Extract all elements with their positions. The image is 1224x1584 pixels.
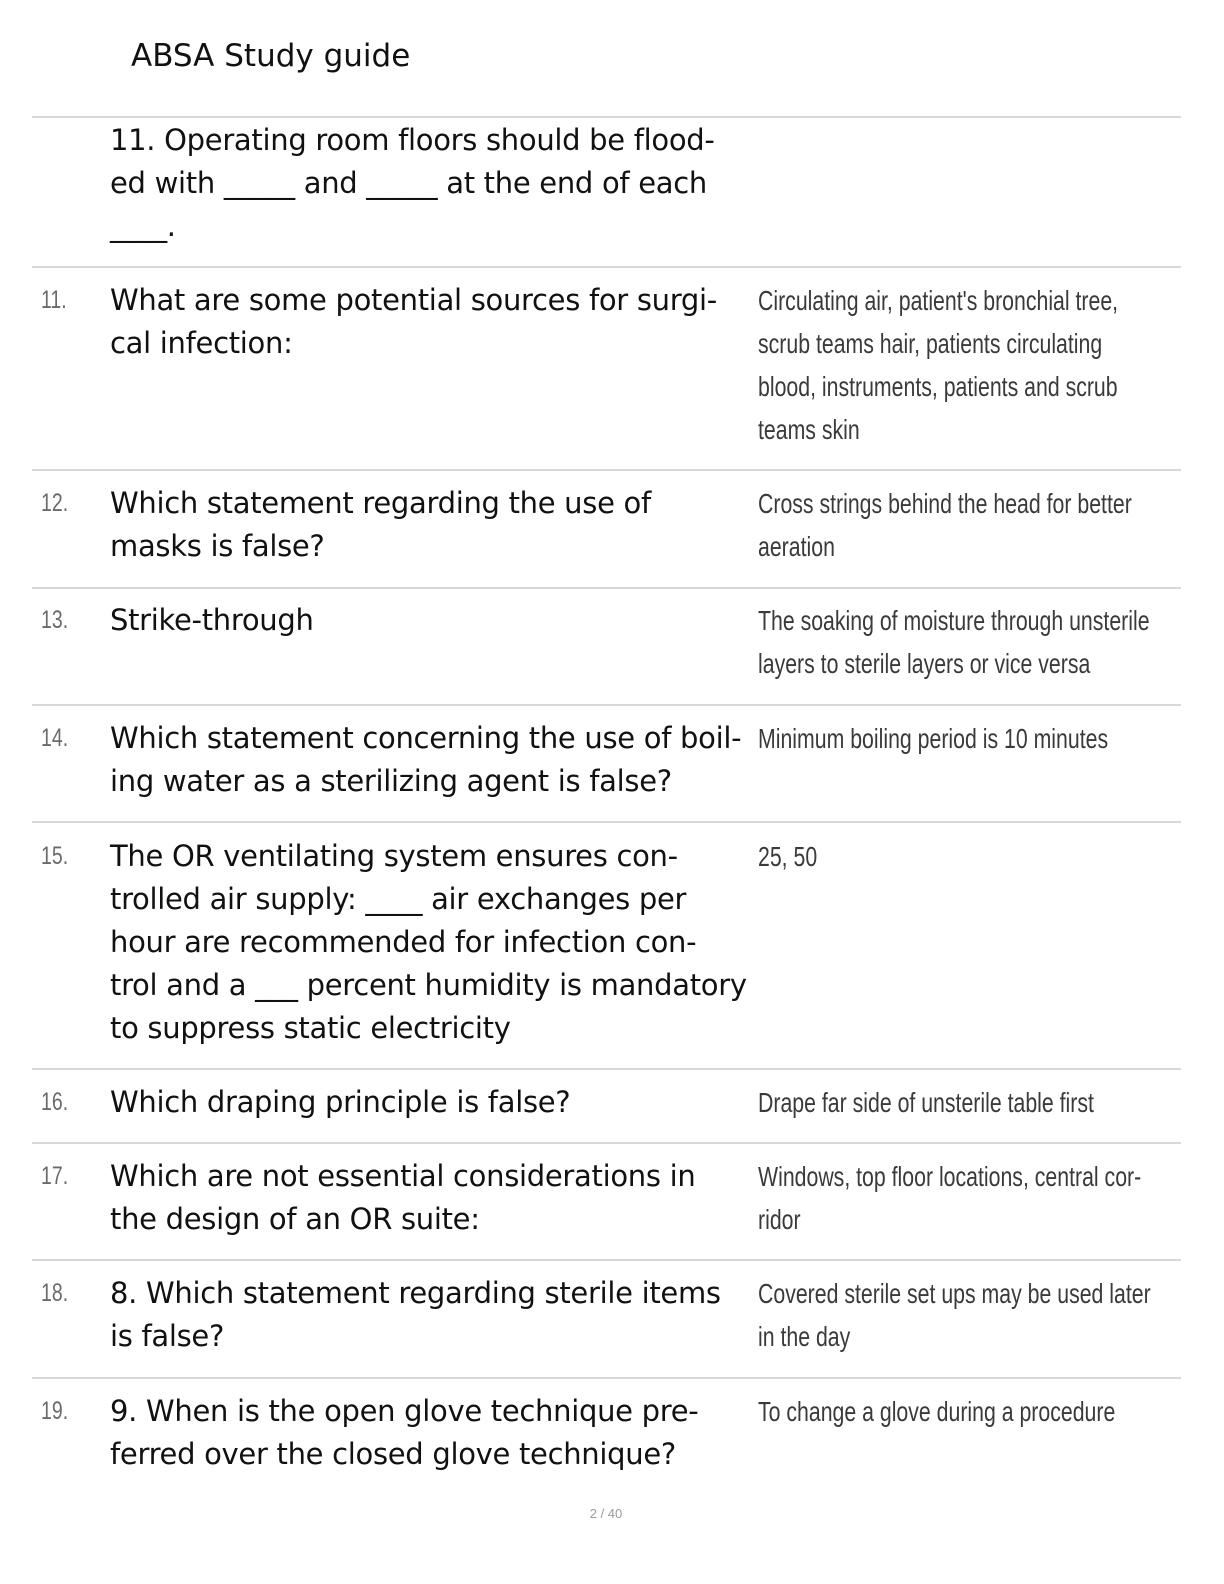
question-line: ____. — [110, 209, 176, 243]
question-text — [110, 119, 755, 248]
answer-text — [758, 835, 1153, 878]
question-text — [110, 1390, 755, 1476]
row-number: 11. — [41, 286, 67, 314]
question-line: 11. Operating room floors should be flood- — [110, 123, 715, 157]
answer-line: The soaking of moisture through unsterile — [758, 605, 1150, 636]
answer-line: in the day — [758, 1321, 851, 1352]
question-line: is false? — [110, 1319, 225, 1353]
question-text — [110, 835, 755, 1050]
page-number: 2 / 40 — [589, 1506, 623, 1521]
question-line: Which are not essential considerations in — [110, 1159, 696, 1193]
row-number: 17. — [41, 1162, 69, 1190]
answer-line: Minimum boiling period is 10 minutes — [758, 723, 1109, 754]
answer-text — [758, 1081, 1153, 1124]
question-line: trol and a ___ percent humidity is mandatory — [110, 968, 747, 1002]
question-line: Which statement concerning the use of boil- — [110, 721, 742, 755]
answer-line: ridor — [758, 1204, 801, 1235]
answer-text — [758, 482, 1153, 568]
question-line: the design of an OR suite: — [110, 1202, 480, 1236]
question-text — [110, 482, 755, 568]
question-line: The OR ventilating system ensures con- — [110, 839, 678, 873]
answer-text — [758, 1155, 1153, 1241]
answer-text — [758, 599, 1153, 685]
answer-line: Drape far side of unsterile table first — [758, 1087, 1094, 1118]
document-title: ABSA Study guide — [131, 38, 411, 74]
answer-text — [758, 1272, 1153, 1358]
question-line: to suppress static electricity — [110, 1011, 511, 1045]
row-number: 16. — [41, 1088, 69, 1116]
question-text — [110, 1081, 755, 1124]
answer-line: scrub teams hair, patients circulating — [758, 328, 1103, 359]
row-divider — [32, 587, 1181, 589]
question-line: Which draping principle is false? — [110, 1085, 571, 1119]
answer-text — [758, 717, 1153, 760]
row-divider — [32, 1259, 1181, 1261]
row-divider — [32, 266, 1181, 268]
answer-line: layers to sterile layers or vice versa — [758, 648, 1091, 679]
row-divider — [32, 704, 1181, 706]
answer-text — [758, 279, 1153, 451]
question-line: Which statement regarding the use of — [110, 486, 651, 520]
row-number: 18. — [41, 1279, 69, 1307]
question-line: 8. Which statement regarding sterile items — [110, 1276, 721, 1310]
answer-line: aeration — [758, 531, 835, 562]
answer-line: Cross strings behind the head for better — [758, 488, 1132, 519]
question-text — [110, 1272, 755, 1358]
row-divider — [32, 1142, 1181, 1144]
row-number: 12. — [41, 489, 69, 517]
question-line: Strike-through — [110, 603, 314, 637]
question-line: 9. When is the open glove technique pre- — [110, 1394, 699, 1428]
answer-line: Windows, top floor locations, central cor- — [758, 1161, 1142, 1192]
row-divider — [32, 1068, 1181, 1070]
answer-text — [758, 1390, 1153, 1433]
answer-line: To change a glove during a procedure — [758, 1396, 1116, 1427]
question-text — [110, 717, 755, 803]
answer-line: Covered sterile set ups may be used later — [758, 1278, 1151, 1309]
row-number: 14. — [41, 724, 69, 752]
question-line: trolled air supply: ____ air exchanges per — [110, 882, 687, 916]
answer-line: 25, 50 — [758, 841, 818, 872]
question-line: ing water as a sterilizing agent is false? — [110, 764, 672, 798]
answer-line: teams skin — [758, 414, 860, 445]
question-line: masks is false? — [110, 529, 325, 563]
row-number: 13. — [41, 606, 69, 634]
row-number: 15. — [41, 842, 69, 870]
row-divider — [32, 1377, 1181, 1379]
question-line: ed with _____ and _____ at the end of each — [110, 166, 707, 200]
question-text — [110, 1155, 755, 1241]
row-divider — [32, 469, 1181, 471]
question-text — [110, 279, 755, 365]
question-line: ferred over the closed glove technique? — [110, 1437, 676, 1471]
answer-line: blood, instruments, patients and scrub — [758, 371, 1118, 402]
question-line: cal infection: — [110, 326, 293, 360]
question-text — [110, 599, 755, 642]
row-number: 19. — [41, 1397, 69, 1425]
answer-line: Circulating air, patient's bronchial tree, — [758, 285, 1119, 316]
row-divider — [32, 116, 1181, 118]
question-line: hour are recommended for infection con- — [110, 925, 697, 959]
question-line: What are some potential sources for surgi- — [110, 283, 717, 317]
row-divider — [32, 821, 1181, 823]
